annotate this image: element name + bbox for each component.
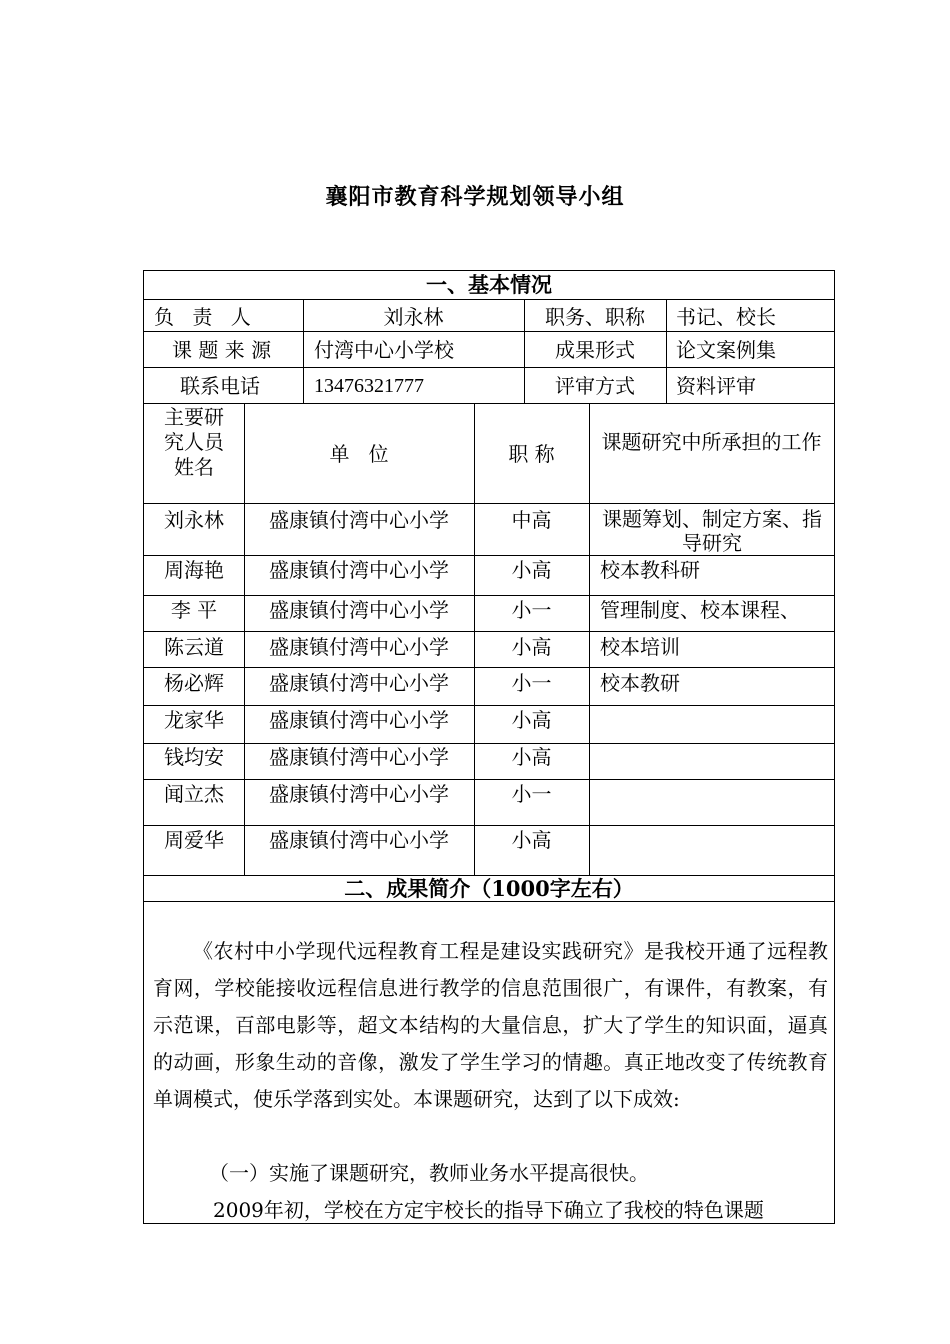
member-unit: 盛康镇付湾中心小学 bbox=[269, 635, 449, 659]
member-task: 校本教研 bbox=[600, 671, 680, 695]
member-title: 小高 bbox=[511, 745, 552, 769]
member-unit: 盛康镇付湾中心小学 bbox=[269, 671, 449, 695]
section-basic-heading: 一、基本情况 bbox=[426, 272, 552, 297]
member-title: 小一 bbox=[511, 598, 552, 622]
member-title: 中高 bbox=[511, 508, 552, 532]
member-name: 龙家华 bbox=[164, 708, 224, 732]
member-title: 小高 bbox=[511, 635, 552, 659]
source-value: 付湾中心小学校 bbox=[314, 338, 454, 362]
member-title: 小高 bbox=[511, 558, 552, 582]
member-unit: 盛康镇付湾中心小学 bbox=[269, 708, 449, 732]
post-value: 书记、校长 bbox=[676, 305, 776, 329]
member-name: 杨必辉 bbox=[164, 671, 224, 695]
member-task: 课题筹划、制定方案、指导研究 bbox=[602, 507, 822, 555]
source-label: 课 题 来 源 bbox=[172, 338, 272, 362]
member-title: 小高 bbox=[511, 708, 552, 732]
member-title: 小一 bbox=[511, 671, 552, 695]
member-task: 校本教科研 bbox=[600, 558, 700, 582]
review-value: 资料评审 bbox=[676, 374, 756, 398]
post-label: 职务、职称 bbox=[545, 305, 645, 329]
member-name: 周爱华 bbox=[164, 828, 224, 852]
member-title: 小一 bbox=[511, 782, 552, 806]
summary-paragraph-2: （一）实施了课题研究，教师业务水平提高很快。 bbox=[209, 1161, 649, 1185]
leader-label: 负 责 人 bbox=[154, 305, 257, 329]
members-header-name: 主要研究人员姓名 bbox=[164, 405, 224, 479]
application-form bbox=[143, 270, 835, 1224]
members-header-unit: 单 位 bbox=[329, 442, 389, 466]
member-unit: 盛康镇付湾中心小学 bbox=[269, 828, 449, 852]
leader-value: 刘永林 bbox=[383, 305, 444, 329]
phone-label: 联系电话 bbox=[180, 374, 260, 398]
member-unit: 盛康镇付湾中心小学 bbox=[269, 598, 449, 622]
members-header-title: 职 称 bbox=[508, 442, 555, 466]
member-name: 陈云道 bbox=[164, 635, 224, 659]
member-name: 李 平 bbox=[170, 598, 218, 622]
section-summary-heading: 二、成果简介（1000字左右） bbox=[344, 876, 634, 901]
result-value: 论文案例集 bbox=[676, 338, 776, 362]
member-task: 管理制度、校本课程、 bbox=[600, 598, 800, 622]
member-unit: 盛康镇付湾中心小学 bbox=[269, 558, 449, 582]
phone-value: 13476321777 bbox=[314, 375, 424, 397]
page-title: 襄阳市教育科学规划领导小组 bbox=[325, 184, 625, 210]
member-name: 闻立杰 bbox=[164, 782, 224, 806]
member-task: 校本培训 bbox=[600, 635, 680, 659]
member-unit: 盛康镇付湾中心小学 bbox=[269, 745, 449, 769]
member-title: 小高 bbox=[511, 828, 552, 852]
member-name: 周海艳 bbox=[164, 558, 224, 582]
result-label: 成果形式 bbox=[555, 338, 635, 362]
member-unit: 盛康镇付湾中心小学 bbox=[269, 508, 449, 532]
member-unit: 盛康镇付湾中心小学 bbox=[269, 782, 449, 806]
member-name: 钱均安 bbox=[164, 745, 224, 769]
member-name: 刘永林 bbox=[164, 508, 224, 532]
summary-paragraph-3: 2009年初，学校在方定宇校长的指导下确立了我校的特色课题 bbox=[213, 1198, 764, 1222]
members-header-task: 课题研究中所承担的工作 bbox=[601, 430, 822, 454]
review-label: 评审方式 bbox=[555, 374, 635, 398]
summary-paragraph-1: 《农村中小学现代远程教育工程是建设实践研究》是我校开通了远程教育网，学校能接收远程信息进行教学的信息范围很广，有课件，有教案，有示范课，百部电影等，超文本结构的大量信息，扩大了学生的知识面，逼真的动画，形象生动的音像，激发了学生学习的情趣。真正地改变了传统教育单调模式，使乐学落到实处。本课题研究，达到了以下成效: bbox=[153, 939, 828, 1111]
